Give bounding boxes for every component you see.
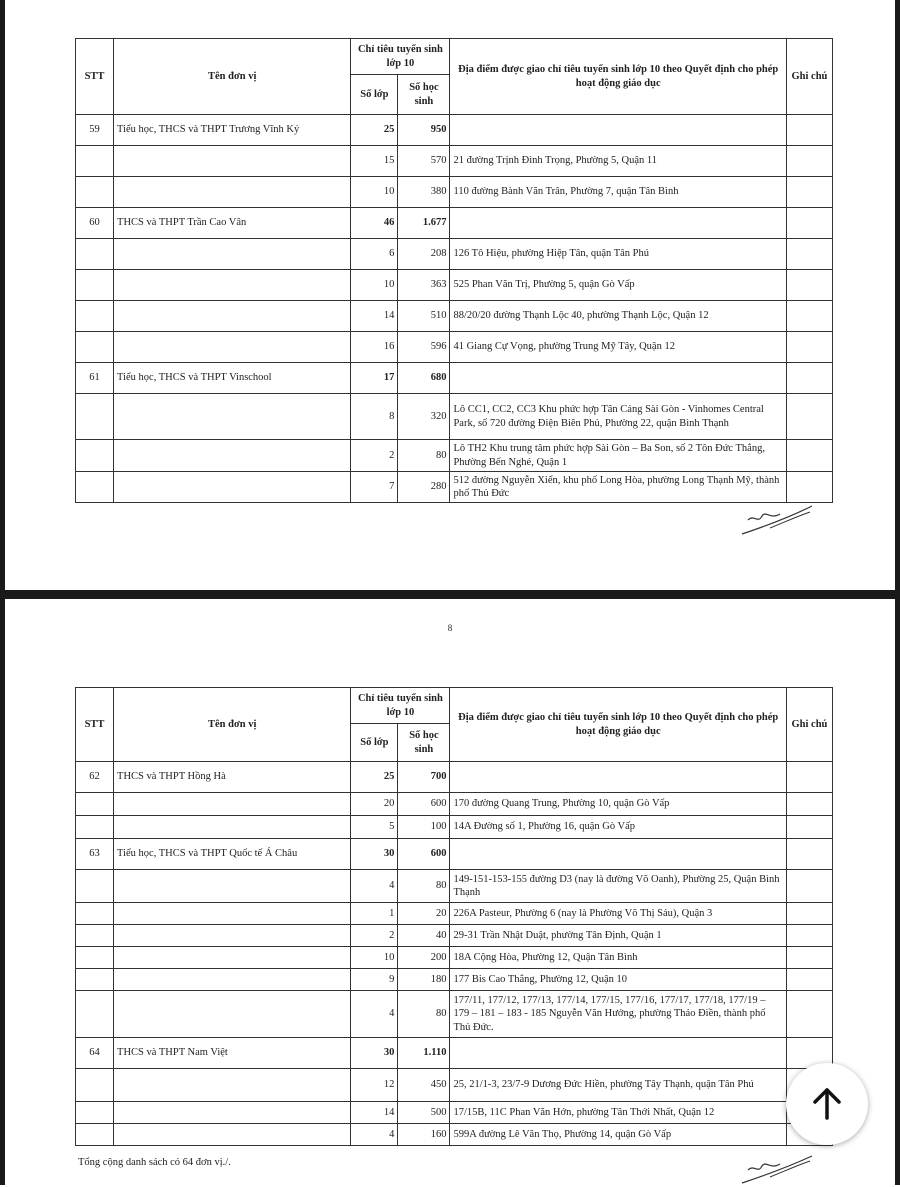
table-row <box>76 903 833 925</box>
table-row <box>76 363 833 394</box>
row-so-hoc-sinh: 160 <box>398 1124 450 1146</box>
footer-note: Tổng cộng danh sách có 64 đơn vị./. <box>78 1157 231 1168</box>
row-stt <box>76 270 114 301</box>
row-address <box>450 1038 786 1069</box>
row-ghi-chu <box>786 839 832 870</box>
row-unit-name <box>114 1069 351 1102</box>
row-ghi-chu <box>786 440 832 472</box>
row-stt <box>76 332 114 363</box>
row-so-lop: 8 <box>351 394 398 440</box>
table-row <box>76 947 833 969</box>
table-row <box>76 115 833 146</box>
row-stt <box>76 239 114 270</box>
row-so-hoc-sinh: 1.677 <box>398 208 450 239</box>
row-so-lop: 4 <box>351 1124 398 1146</box>
table-row <box>76 472 833 503</box>
header-so-lop: Số lớp <box>351 75 398 115</box>
table-row <box>76 1102 833 1124</box>
row-unit-name <box>114 1102 351 1124</box>
row-ghi-chu <box>786 239 832 270</box>
row-unit-name <box>114 1124 351 1146</box>
row-stt <box>76 816 114 839</box>
row-so-lop: 30 <box>351 1038 398 1069</box>
row-unit-name <box>114 793 351 816</box>
row-stt <box>76 1124 114 1146</box>
row-address: 25, 21/1-3, 23/7-9 Dương Đức Hiền, phường Tây Thạnh, quận Tân Phú <box>450 1069 786 1102</box>
row-so-hoc-sinh: 450 <box>398 1069 450 1102</box>
header-ten-don-vi: Tên đơn vị <box>114 688 351 762</box>
row-address: 17/15B, 11C Phan Văn Hớn, phường Tân Thới Nhất, Quận 12 <box>450 1102 786 1124</box>
row-unit-name <box>114 969 351 991</box>
row-stt: 63 <box>76 839 114 870</box>
row-so-hoc-sinh: 80 <box>398 991 450 1038</box>
row-so-lop: 25 <box>351 115 398 146</box>
row-stt: 60 <box>76 208 114 239</box>
row-unit-name <box>114 332 351 363</box>
row-ghi-chu <box>786 332 832 363</box>
row-address: 177 Bis Cao Thắng, Phường 12, Quận 10 <box>450 969 786 991</box>
row-unit-name <box>114 816 351 839</box>
row-so-hoc-sinh: 600 <box>398 839 450 870</box>
row-stt: 61 <box>76 363 114 394</box>
table-row <box>76 925 833 947</box>
header-dia-diem: Địa điểm được giao chỉ tiêu tuyển sinh lớp 10 theo Quyết định cho phép hoạt động giáo dục <box>450 688 786 762</box>
row-so-hoc-sinh: 1.110 <box>398 1038 450 1069</box>
row-ghi-chu <box>786 146 832 177</box>
header-chi-tieu: Chỉ tiêu tuyển sinh lớp 10 <box>351 39 450 75</box>
header-dia-diem: Địa điểm được giao chỉ tiêu tuyển sinh lớp 10 theo Quyết định cho phép hoạt động giáo dục <box>450 39 786 115</box>
row-ghi-chu <box>786 816 832 839</box>
row-stt <box>76 1069 114 1102</box>
row-so-hoc-sinh: 80 <box>398 440 450 472</box>
row-ghi-chu <box>786 301 832 332</box>
row-so-lop: 46 <box>351 208 398 239</box>
row-unit-name: THCS và THPT Nam Việt <box>114 1038 351 1069</box>
row-address: 149-151-153-155 đường D3 (nay là đường Võ Oanh), Phường 25, Quận Bình Thạnh <box>450 870 786 903</box>
document-page-2 <box>0 596 900 1185</box>
table-row <box>76 816 833 839</box>
row-stt <box>76 1102 114 1124</box>
row-stt: 62 <box>76 762 114 793</box>
row-address: Lô CC1, CC2, CC3 Khu phức hợp Tân Cảng Sài Gòn - Vinhomes Central Park, số 720 đường Điện Biên Phủ, Phường 22, quận Bình Thạnh <box>450 394 786 440</box>
table-body-page-2 <box>76 762 833 1146</box>
row-ghi-chu <box>786 762 832 793</box>
table-row <box>76 239 833 270</box>
row-stt <box>76 870 114 903</box>
table-row <box>76 969 833 991</box>
row-so-lop: 10 <box>351 177 398 208</box>
row-ghi-chu <box>786 208 832 239</box>
header-so-hoc-sinh: Số học sinh <box>398 75 450 115</box>
row-ghi-chu <box>786 270 832 301</box>
enrollment-table-page-2 <box>75 687 833 1146</box>
table-row <box>76 440 833 472</box>
row-address: 110 đường Bành Văn Trân, Phường 7, quận Tân Bình <box>450 177 786 208</box>
row-stt <box>76 440 114 472</box>
table-row <box>76 1124 833 1146</box>
row-ghi-chu <box>786 472 832 503</box>
row-unit-name <box>114 270 351 301</box>
signature-mark <box>740 500 815 538</box>
row-so-hoc-sinh: 180 <box>398 969 450 991</box>
table-row <box>76 332 833 363</box>
header-ten-don-vi: Tên đơn vị <box>114 39 351 115</box>
row-so-hoc-sinh: 600 <box>398 793 450 816</box>
row-ghi-chu <box>786 177 832 208</box>
row-so-hoc-sinh: 20 <box>398 903 450 925</box>
table-row <box>76 301 833 332</box>
row-so-lop: 4 <box>351 870 398 903</box>
row-address: 14A Đường số 1, Phường 16, quận Gò Vấp <box>450 816 786 839</box>
row-so-lop: 4 <box>351 991 398 1038</box>
row-so-hoc-sinh: 208 <box>398 239 450 270</box>
row-so-lop: 20 <box>351 793 398 816</box>
enrollment-table-page-1 <box>75 38 833 503</box>
row-unit-name: THCS và THPT Hồng Hà <box>114 762 351 793</box>
row-address <box>450 839 786 870</box>
row-unit-name <box>114 177 351 208</box>
row-so-hoc-sinh: 280 <box>398 472 450 503</box>
arrow-up-icon <box>807 1084 847 1124</box>
row-so-hoc-sinh: 700 <box>398 762 450 793</box>
row-unit-name <box>114 903 351 925</box>
row-so-hoc-sinh: 100 <box>398 816 450 839</box>
row-so-lop: 17 <box>351 363 398 394</box>
row-address: 41 Giang Cự Vọng, phường Trung Mỹ Tây, Quận 12 <box>450 332 786 363</box>
row-stt <box>76 969 114 991</box>
row-so-lop: 10 <box>351 270 398 301</box>
row-so-hoc-sinh: 40 <box>398 925 450 947</box>
header-stt: STT <box>76 39 114 115</box>
row-address <box>450 363 786 394</box>
row-unit-name <box>114 991 351 1038</box>
row-address <box>450 762 786 793</box>
row-so-hoc-sinh: 596 <box>398 332 450 363</box>
row-so-lop: 16 <box>351 332 398 363</box>
row-unit-name <box>114 870 351 903</box>
row-address: 170 đường Quang Trung, Phường 10, quận Gò Vấp <box>450 793 786 816</box>
row-ghi-chu <box>786 793 832 816</box>
row-stt <box>76 472 114 503</box>
table-row <box>76 146 833 177</box>
row-so-lop: 2 <box>351 925 398 947</box>
row-so-hoc-sinh: 80 <box>398 870 450 903</box>
row-unit-name: Tiểu học, THCS và THPT Trương Vĩnh Ký <box>114 115 351 146</box>
table-row <box>76 793 833 816</box>
row-unit-name <box>114 947 351 969</box>
row-ghi-chu <box>786 115 832 146</box>
row-so-lop: 12 <box>351 1069 398 1102</box>
row-so-hoc-sinh: 320 <box>398 394 450 440</box>
header-ghi-chu: Ghi chú <box>786 39 832 115</box>
table-body-page-1 <box>76 115 833 503</box>
table-row <box>76 1038 833 1069</box>
row-so-hoc-sinh: 950 <box>398 115 450 146</box>
row-address: 512 đường Nguyễn Xiển, khu phố Long Hòa, phường Long Thạnh Mỹ, thành phố Thủ Đức <box>450 472 786 503</box>
table-row <box>76 991 833 1038</box>
row-address: 226A Pasteur, Phường 6 (nay là Phường Võ Thị Sáu), Quận 3 <box>450 903 786 925</box>
row-so-hoc-sinh: 570 <box>398 146 450 177</box>
row-ghi-chu <box>786 394 832 440</box>
row-address: Lô TH2 Khu trung tâm phức hợp Sài Gòn – Ba Son, số 2 Tôn Đức Thắng, Phường Bến Nghé, Quận 1 <box>450 440 786 472</box>
row-so-lop: 30 <box>351 839 398 870</box>
row-unit-name <box>114 394 351 440</box>
row-address: 525 Phan Văn Trị, Phường 5, quận Gò Vấp <box>450 270 786 301</box>
row-unit-name: Tiểu học, THCS và THPT Vinschool <box>114 363 351 394</box>
row-so-lop: 7 <box>351 472 398 503</box>
row-stt <box>76 793 114 816</box>
row-unit-name <box>114 146 351 177</box>
row-so-hoc-sinh: 200 <box>398 947 450 969</box>
row-stt <box>76 925 114 947</box>
row-stt <box>76 301 114 332</box>
row-address: 88/20/20 đường Thạnh Lộc 40, phường Thạnh Lộc, Quận 12 <box>450 301 786 332</box>
row-so-hoc-sinh: 680 <box>398 363 450 394</box>
page-number: 8 <box>447 623 453 633</box>
row-so-lop: 5 <box>351 816 398 839</box>
row-so-hoc-sinh: 510 <box>398 301 450 332</box>
row-stt <box>76 991 114 1038</box>
table-row <box>76 270 833 301</box>
row-so-hoc-sinh: 500 <box>398 1102 450 1124</box>
row-unit-name <box>114 472 351 503</box>
row-unit-name: THCS và THPT Trần Cao Vân <box>114 208 351 239</box>
header-stt: STT <box>76 688 114 762</box>
row-ghi-chu <box>786 947 832 969</box>
row-so-lop: 14 <box>351 1102 398 1124</box>
row-stt: 64 <box>76 1038 114 1069</box>
row-so-lop: 25 <box>351 762 398 793</box>
table-row <box>76 177 833 208</box>
row-stt: 59 <box>76 115 114 146</box>
header-so-lop: Số lớp <box>351 724 398 762</box>
row-unit-name <box>114 239 351 270</box>
row-address <box>450 208 786 239</box>
row-address: 21 đường Trịnh Đình Trọng, Phường 5, Quận 11 <box>450 146 786 177</box>
row-address: 599A đường Lê Văn Thọ, Phường 14, quận Gò Vấp <box>450 1124 786 1146</box>
table-row <box>76 870 833 903</box>
table-row <box>76 208 833 239</box>
row-so-lop: 1 <box>351 903 398 925</box>
row-so-lop: 2 <box>351 440 398 472</box>
row-unit-name: Tiểu học, THCS và THPT Quốc tế Á Châu <box>114 839 351 870</box>
signature-mark-2 <box>740 1151 815 1187</box>
row-so-lop: 15 <box>351 146 398 177</box>
row-address <box>450 115 786 146</box>
row-unit-name <box>114 440 351 472</box>
scroll-to-top-button[interactable] <box>786 1063 868 1145</box>
table-row <box>76 839 833 870</box>
row-address: 177/11, 177/12, 177/13, 177/14, 177/15, 177/16, 177/17, 177/18, 177/19 – 179 – 181 – 183 - 185 Nguyễn Văn Hưởng, phường Thảo Điền, thành phố Thủ Đức. <box>450 991 786 1038</box>
table-row <box>76 394 833 440</box>
row-so-lop: 6 <box>351 239 398 270</box>
row-unit-name <box>114 301 351 332</box>
table-row <box>76 1069 833 1102</box>
table-row <box>76 762 833 793</box>
row-stt <box>76 947 114 969</box>
row-unit-name <box>114 925 351 947</box>
row-ghi-chu <box>786 925 832 947</box>
row-stt <box>76 177 114 208</box>
row-ghi-chu <box>786 870 832 903</box>
row-ghi-chu <box>786 903 832 925</box>
row-so-lop: 14 <box>351 301 398 332</box>
row-address: 18A Cộng Hòa, Phường 12, Quận Tân Bình <box>450 947 786 969</box>
row-so-hoc-sinh: 363 <box>398 270 450 301</box>
row-address: 29-31 Trần Nhật Duật, phường Tân Định, Quận 1 <box>450 925 786 947</box>
row-so-hoc-sinh: 380 <box>398 177 450 208</box>
row-so-lop: 9 <box>351 969 398 991</box>
row-so-lop: 10 <box>351 947 398 969</box>
row-stt <box>76 146 114 177</box>
row-address: 126 Tô Hiệu, phường Hiệp Tân, quận Tân Phú <box>450 239 786 270</box>
row-ghi-chu <box>786 991 832 1038</box>
row-stt <box>76 394 114 440</box>
row-stt <box>76 903 114 925</box>
header-so-hoc-sinh: Số học sinh <box>398 724 450 762</box>
row-ghi-chu <box>786 363 832 394</box>
header-ghi-chu: Ghi chú <box>786 688 832 762</box>
row-ghi-chu <box>786 969 832 991</box>
header-chi-tieu: Chỉ tiêu tuyển sinh lớp 10 <box>351 688 450 724</box>
